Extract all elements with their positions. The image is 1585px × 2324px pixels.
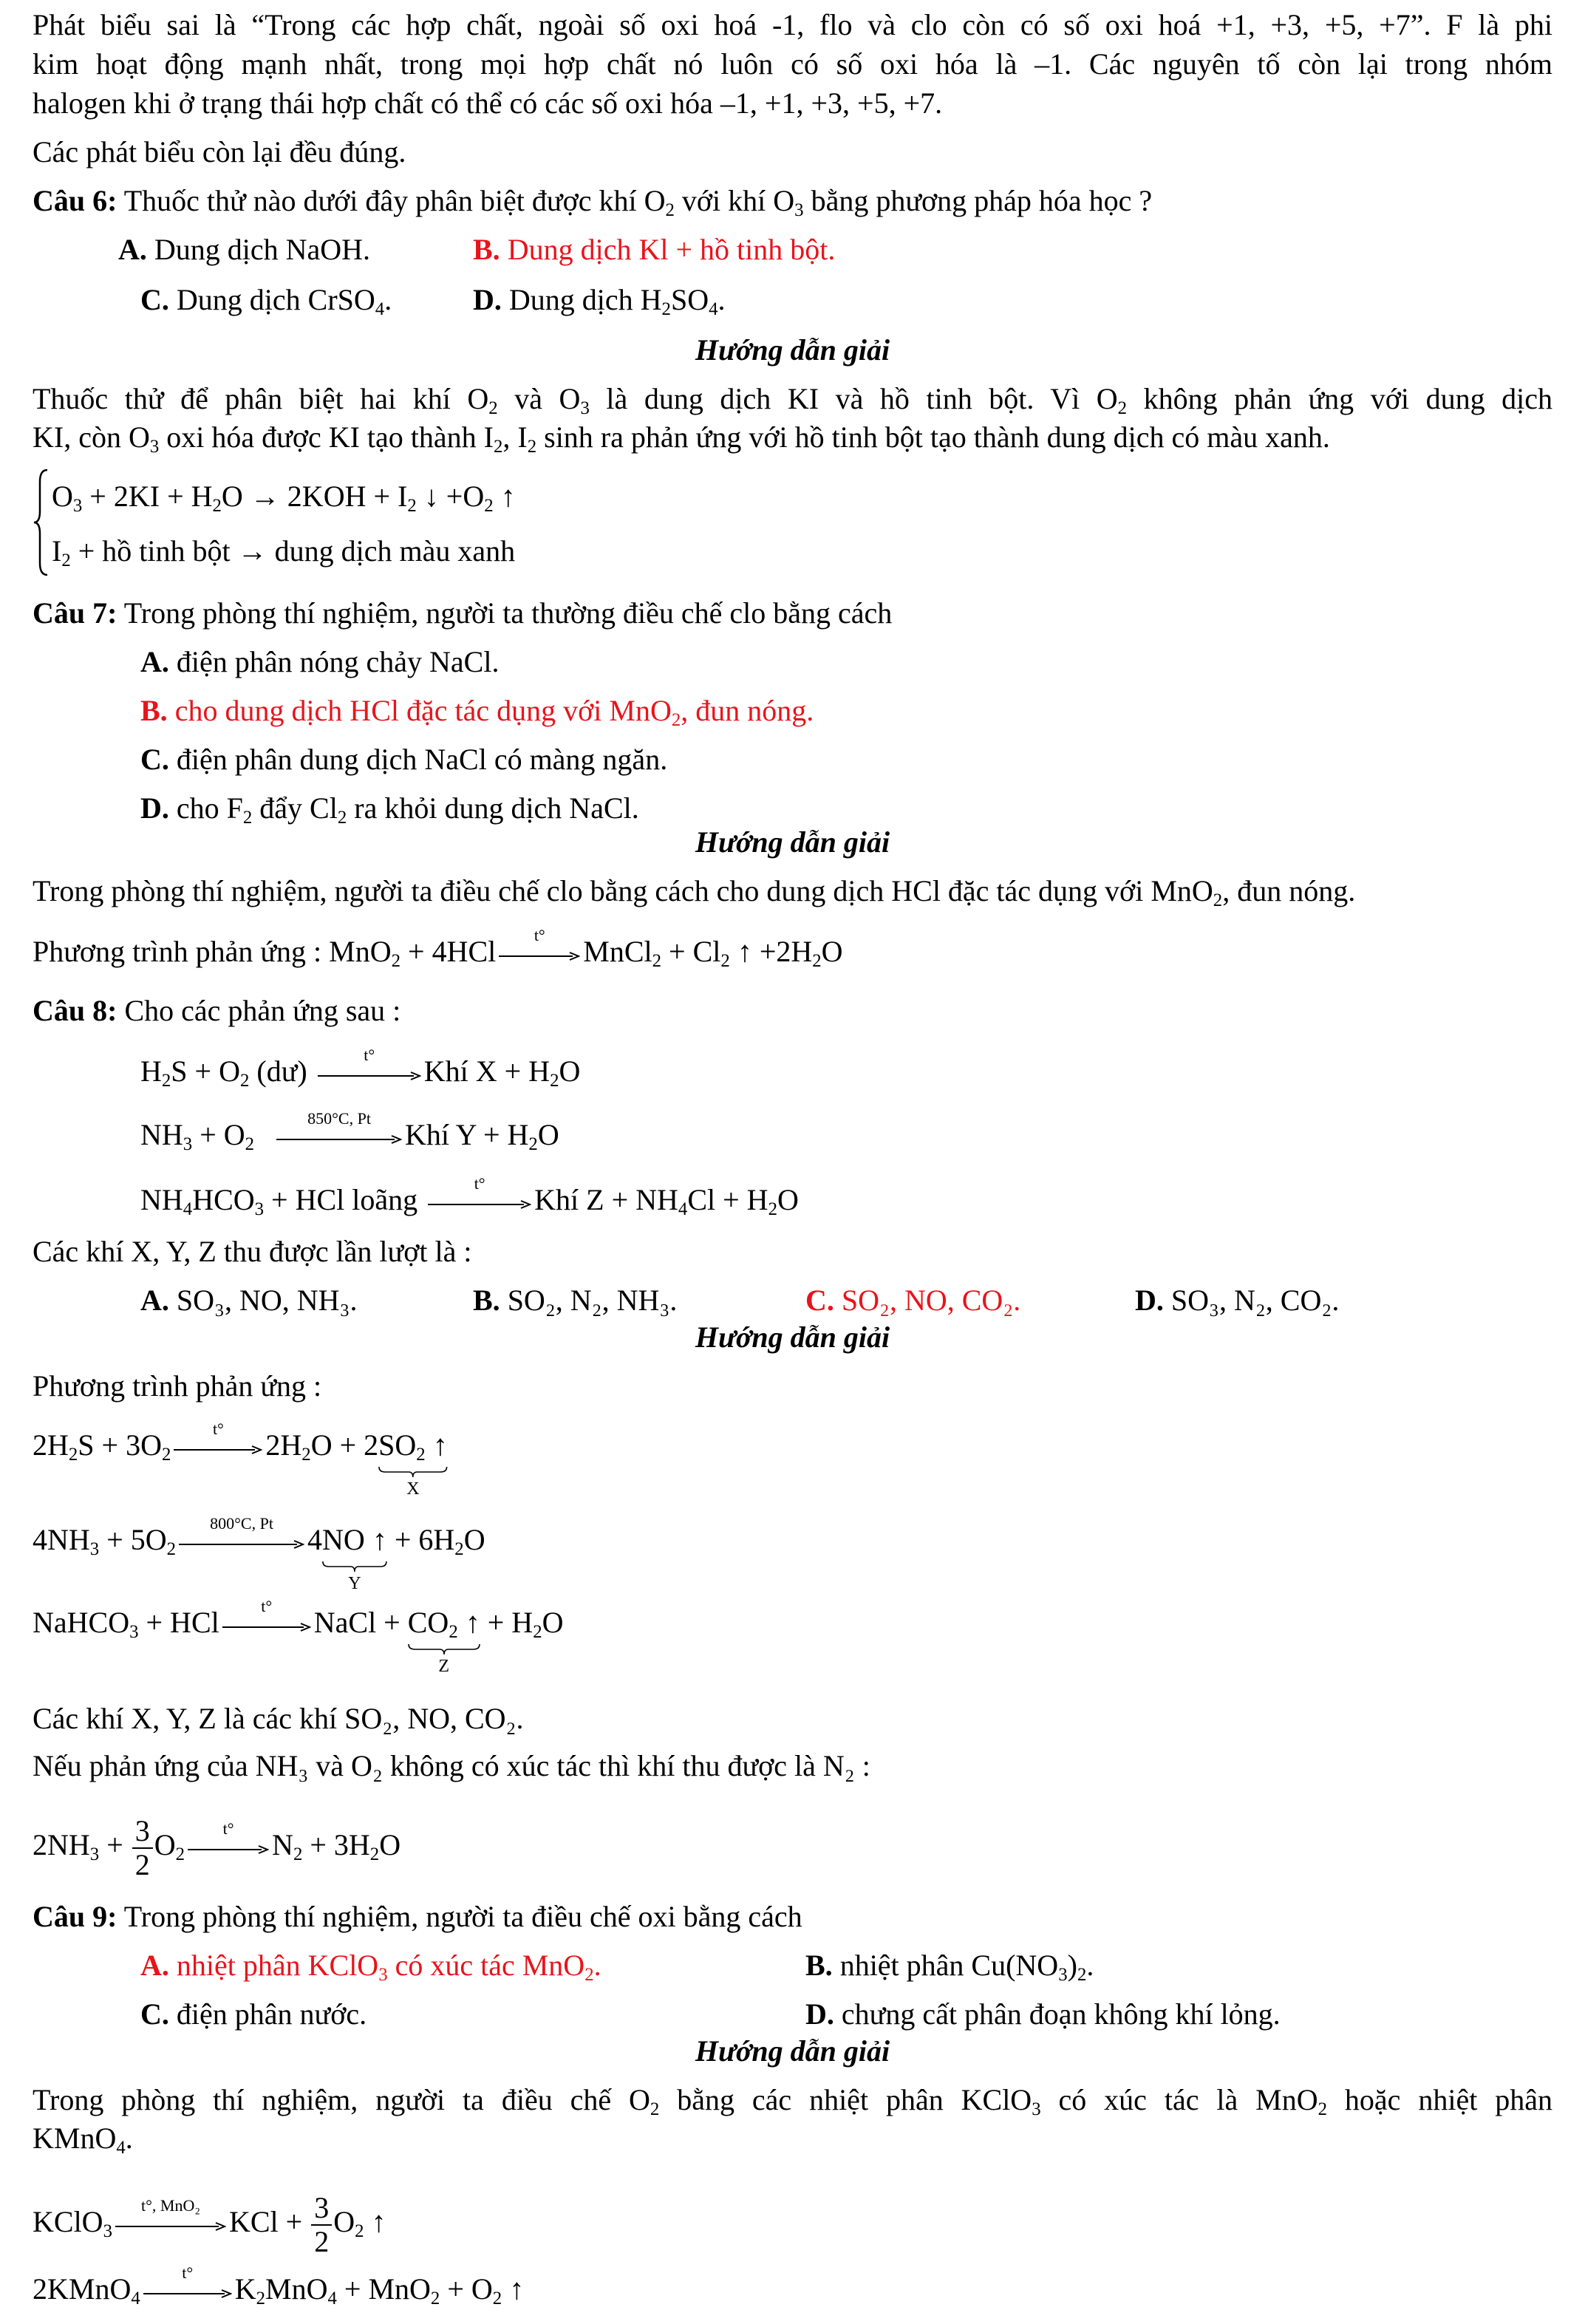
q8-option-d-text: SO₃, N₂, CO₂. [1163,1284,1340,1317]
reaction-arrow [188,1819,269,1859]
q9-solution-line-1: Trong phòng thí nghiệm, người ta điều chế $O_2$ bằng các nhiệt phân KClO$_3$ có xúc tác là MnO$_2$ hoặc nhiệt phân [33,2083,1552,2119]
q8-label: Câu 8: [33,994,117,1027]
q8-r3-hcl: + HCl loãng [264,1183,418,1216]
q9-stem [33,1898,1552,1936]
q9-option-a-a: nhiệt phân KClO [168,1949,379,1982]
q7-option-c-text: điện phân dung dịch NaCl có màng ngăn. [168,743,668,776]
q8-reaction-3: $NH_4HCO_3$ + HCl loãng t° Khí $Z + NH_4Cl + H_2O$ [140,1173,799,1219]
q7-option-b-b: , đun nóng. [681,694,814,727]
q9-equation-2: 2KMnO$_4$ t° $K_2MnO_4 + MnO_2 + O_2$ ↑ [33,2263,525,2308]
q6-option-d-text: Dung dịch [501,283,641,316]
q7-equation: Phương trình phản ứng : MnO$_2$ + 4HCl t° MnCl$_2$ + $Cl_2$ ↑ $+2H_2O$ [33,925,843,971]
intro-line-3: halogen khi ở trạng thái hợp chất có thể có các số oxi hóa –1, +1, +3, +5, +7. [33,86,943,120]
q6-guide-title: Hướng dẫn giải [695,333,890,367]
q7-option-c [140,740,1552,779]
q8-note: Nếu phản ứng của NH₃ và O₂ không có xúc tác thì khí thu được là N₂ : [33,1749,870,1782]
q6-equation-1: $O_3 + 2KI + H_2O \to 2KOH + I_2$ ↓ $+O_2$ ↑ [52,480,516,516]
q8-option-c-key: C. [805,1284,834,1317]
q9-stem-text: Trong phòng thí nghiệm, người ta điều chế oxi bằng cách [117,1900,802,1933]
q7-sol-b: , đun nóng. [1222,874,1356,907]
q9-option-b-c: . [1086,1949,1094,1982]
q9-sol-f: . [125,2122,133,2155]
q8-reaction-2: $NH_3 + O_2$ 850°C, Pt Khí $Y + H_2O$ [140,1108,559,1154]
arrow-condition: 850°C, Pt [307,1108,371,1128]
q9-option-a-correct: A. nhiệt phân KClO$_3$ có xúc tác MnO$_2$. [140,1949,601,1985]
arrow-condition: t°, MnO₂ [140,2196,200,2215]
q6-sol-1d: không phản ứng với dung dịch [1127,382,1552,415]
q8-option-b-key: B. [473,1284,500,1317]
q6-sol-1b: và O [497,382,581,415]
q7-guide-title: Hướng dẫn giải [695,825,890,859]
arrow-condition: t° [182,2263,194,2282]
q8-ask: Các khí X, Y, Z thu được lần lượt là : [33,1235,472,1268]
q6-option-d-key: D. [473,283,502,316]
q9-sol-b: bằng các nhiệt phân KClO [659,2083,1032,2116]
q8-stem-text: Cho các phản ứng sau : [117,994,401,1027]
q6-equation-2: $I_2$ + hồ tinh bột → dung dịch màu xanh [52,534,516,570]
q7-eq-label: Phương trình phản ứng : [33,935,330,968]
arrow-condition: t° [534,925,545,944]
q9-guide-title: Hướng dẫn giải [695,2034,890,2068]
q9-option-a-c: . [593,1949,601,1982]
q9-sol-d: hoặc nhiệt phân [1327,2083,1552,2116]
q6-option-a-text: Dung dịch NaOH. [146,233,371,266]
q8-solution-eq-4: $2NH_3$ + $\frac{3}{2}$ $O_2$ t° $N_2 + 3H_2O$ [33,1814,401,1881]
system-brace [33,467,50,578]
q8-r1-right: Khí X + H [423,1054,551,1088]
q6-label: Câu 6: [33,184,117,217]
q8-option-c-text: SO₂, NO, CO₂. [834,1284,1021,1317]
q6-option-c: C. Dung dịch CrSO$_4$. [140,283,392,319]
q8-solution-eq-1: $2H_2S + 3O_2$ t° $2H_2O + 2SO_2$ ↑ X [33,1419,448,1499]
q9-option-d-text: chưng cất phân đoạn không khí lỏng. [834,1997,1281,2031]
q8-stem [33,992,1552,1030]
q8-r1-left: + O [187,1054,240,1088]
q7-option-a-key: A. [140,645,169,678]
reaction-arrow [143,2263,232,2303]
q6-option-b-key: B. [473,233,500,266]
q6-option-d: D. Dung dịch $H_2SO_4$. [473,283,726,319]
q9-option-b: B. nhiệt phân $Cu(NO_3)_2$. [805,1949,1094,1985]
q6-sol-1a: Thuốc thử để phân biệt hai khí O [33,382,489,415]
q9-option-b-b: ) [1067,1949,1077,1982]
underbrace-y: NO ↑ Y [322,1523,387,1593]
q6-eq2-text: + hồ tinh bột → dung dịch màu xanh [70,534,516,568]
q7-solution: Trong phòng thí nghiệm, người ta điều chế clo bằng cách cho dung dịch HCl đặc tác dụng với MnO$_2$, đun nóng. [33,874,1356,910]
q6-stem-c: bằng phương pháp hóa học ? [803,184,1153,217]
q7-stem-text: Trong phòng thí nghiệm, người ta thường điều chế clo bằng cách [117,596,893,630]
intro-line-2: kim hoạt động mạnh nhất, trong mọi hợp chất nó luôn có số oxi hóa là –1. Các nguyên tố còn lại trong nhóm [33,47,1552,81]
arrow-condition: t° [474,1173,485,1193]
q7-option-a-text: điện phân nóng chảy NaCl. [168,645,500,678]
q9-option-d [805,1995,1552,2034]
q6-option-c-key: C. [140,283,169,316]
q8-option-a-text: SO₃, NO, NH₃. [168,1284,358,1317]
q7-sol-a: Trong phòng thí nghiệm, người ta điều chế clo bằng cách cho dung dịch HCl đặc tác dụng với MnO [33,874,1213,907]
q8-r1-excess: (dư) [249,1054,307,1088]
q9-label: Câu 9: [33,1900,117,1933]
underbrace-x: $SO_2$ ↑ X [378,1428,448,1499]
q9-equation-1: KClO$_3$ t°, MnO₂ KCl + $\frac{3}{2}$ $O_2$ ↑ [33,2191,386,2258]
q8-guide-title: Hướng dẫn giải [695,1321,890,1354]
reaction-arrow [318,1045,421,1086]
q8-reaction-1: $H_2S + O_2$ (dư) t° Khí $X + H_2O$ [140,1045,581,1091]
reaction-arrow [222,1596,311,1637]
q6-sol-1c: là dung dịch KI và hồ tinh bột. Vì O [589,382,1118,415]
q6-option-b-text: Dung dịch Kl + hồ tinh bột. [500,233,836,266]
brace-label-z: Z [438,1657,450,1676]
q6-solution-line-1: Thuốc thử để phân biệt hai khí $O_2$ và $O_3$ là dung dịch KI và hồ tinh bột. Vì $O_2$ không phản ứng với dung dịch [33,382,1552,418]
q6-option-b-correct [473,231,1552,269]
reaction-arrow [428,1173,531,1214]
q8-option-a-key: A. [140,1284,169,1317]
arrow-condition: t° [212,1419,224,1438]
reaction-arrow [174,1419,262,1459]
q9-solution-line-2: KMnO$_4$. [33,2122,133,2158]
q8-eq-label: Phương trình phản ứng : [33,1369,322,1403]
q8-conclusion: Các khí X, Y, Z là các khí SO₂, NO, CO₂. [33,1702,524,1735]
q6-option-a-key: A. [118,233,147,266]
q7-option-d-key: D. [140,791,169,825]
q7-option-d-c: ra khỏi dung dịch NaCl. [347,791,639,825]
q6-stem: Câu 6: Thuốc thử nào dưới đây phân biệt được khí $O_2$ với khí $O_3$ bằng phương pháp hóa học ? [33,184,1153,220]
brace-label-x: X [406,1479,420,1499]
q9-option-a-b: có xúc tác MnO [387,1949,585,1982]
reaction-arrow [115,2196,226,2236]
underbrace-z: $CO_2$ ↑ Z [407,1606,480,1676]
q9-option-a-key: A. [140,1949,169,1982]
q6-solution-line-2: KI, còn $O_3$ oxi hóa được KI tạo thành $I_2$, $I_2$ sinh ra phản ứng với hồ tinh bột tạo thành dung dịch có màu xanh. [33,420,1330,457]
q8-r2-right: Khí Y + H [405,1118,529,1151]
arrow-condition: t° [364,1045,375,1064]
q7-option-b-correct: B. cho dung dịch HCl đặc tác dụng với MnO$_2$, đun nóng. [140,694,814,730]
q7-option-c-key: C. [140,743,169,776]
q7-stem [33,594,1552,633]
q9-sol-e: KMnO [33,2122,117,2155]
q9-option-d-key: D. [805,1997,834,2031]
q6-sol-2c: , I [502,420,528,454]
q7-label: Câu 7: [33,596,117,630]
q6-stem-a: Thuốc thử nào dưới đây phân biệt được khí O [117,184,666,217]
q8-option-d-key: D. [1135,1284,1164,1317]
q6-option-c-text: Dung dịch [168,283,308,316]
reaction-arrow [179,1513,304,1554]
q9-sol-a: Trong phòng thí nghiệm, người ta điều chế O [33,2083,650,2116]
q9-option-c-text: điện phân nước. [168,1997,367,2031]
q8-solution-eq-2: $4NH_3 + 5O_2$ 800°C, Pt 4NO ↑ Y + $6H_2O$ [33,1513,485,1593]
arrow-condition: t° [222,1819,234,1838]
q7-option-d-b: đẩy Cl [252,791,338,825]
q7-option-b-key: B. [140,694,168,727]
brace-label-y: Y [348,1574,361,1593]
reaction-arrow [499,925,580,966]
intro-line-1: Phát biểu sai là “Trong các hợp chất, ngoài số oxi hoá -1, flo và clo còn có số oxi hoá +1, +3, +5, +7”. F là phi [33,8,1552,41]
q7-option-a [140,643,1552,681]
q8-solution-eq-3: NaHCO$_3$ + HCl t° NaCl + $CO_2$ ↑ Z + $H_2O$ [33,1596,564,1676]
q6-sol-2b: oxi hóa được KI tạo thành I [159,420,494,454]
q9-option-b-a: nhiệt phân Cu(NO [832,1949,1059,1982]
reaction-arrow [276,1108,402,1149]
q9-sol-c: có xúc tác là MnO [1040,2083,1318,2116]
q9-option-c-key: C. [140,1997,169,2031]
q7-option-d: D. cho $F_2$ đẩy $Cl_2$ ra khỏi dung dịch NaCl. [140,791,639,828]
q6-sol-2d: sinh ra phản ứng với hồ tinh bột tạo thành dung dịch có màu xanh. [536,420,1330,454]
q6-sol-2a: KI, còn O [33,420,150,454]
q8-r3-right: Khí Z + NH [534,1183,678,1216]
q7-option-d-a: cho F [168,791,243,825]
q8-r3-left: HCO [192,1183,255,1216]
q7-option-b-a: cho dung dịch HCl đặc tác dụng với MnO [167,694,672,727]
arrow-condition: 800°C, Pt [210,1513,273,1533]
q8-option-d [1135,1281,1552,1320]
arrow-condition: t° [261,1596,273,1615]
q8-option-b-text: SO₂, N₂, NH₃. [500,1284,678,1317]
q6-stem-b: với khí O [674,184,795,217]
q9-option-b-key: B. [805,1949,833,1982]
intro-line-4: Các phát biểu còn lại đều đúng. [33,135,406,168]
